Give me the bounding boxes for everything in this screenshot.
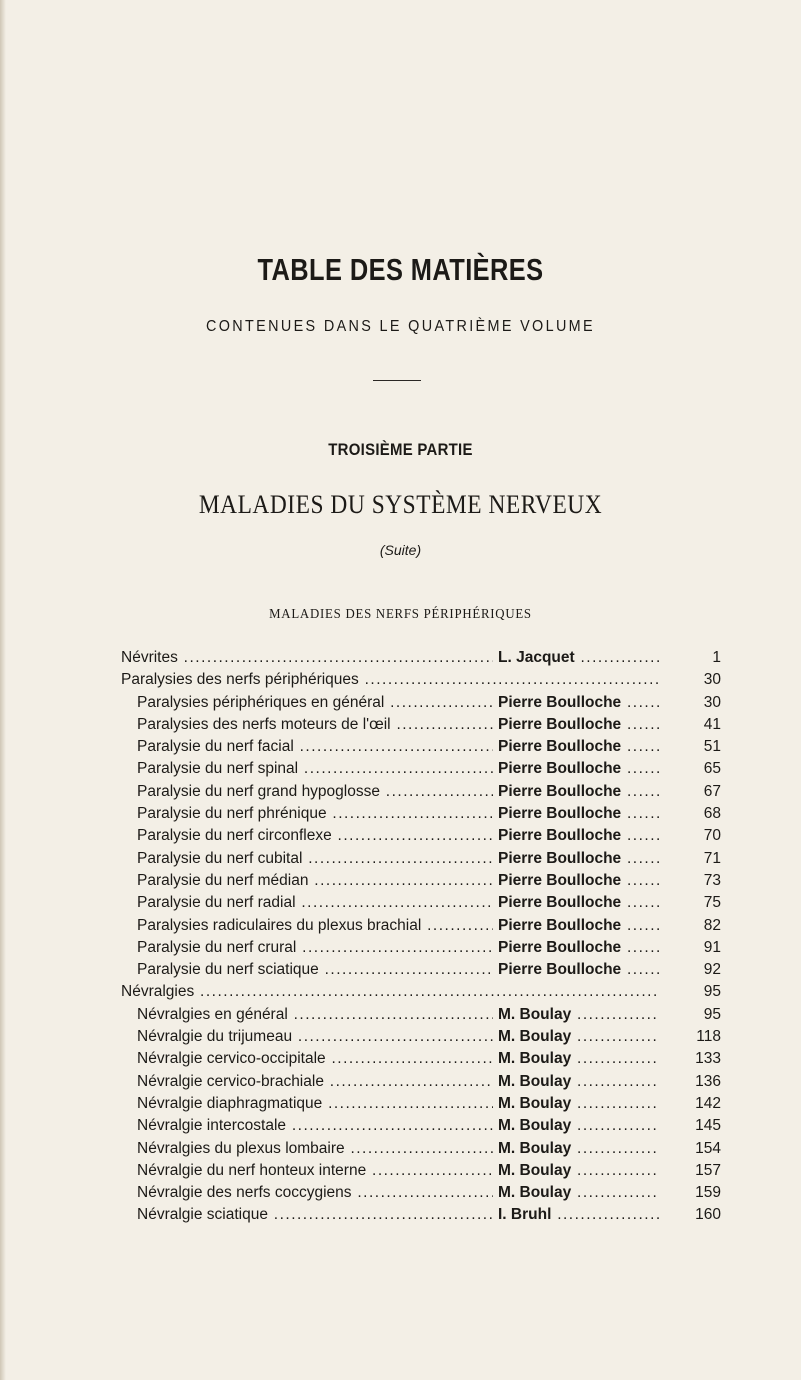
toc-entry bbox=[121, 1071, 721, 1093]
toc-entry bbox=[121, 1093, 721, 1115]
toc-entry-author: Pierre Boulloche ..... bbox=[498, 803, 661, 825]
toc-entry bbox=[121, 1048, 721, 1070]
toc-entry-title: Paralysie du nerf crural ..... bbox=[137, 937, 493, 959]
page-subtitle: CONTENUES DANS LE QUATRIÈME VOLUME bbox=[206, 318, 595, 335]
toc-entry-author: Pierre Boulloche ..... bbox=[498, 937, 661, 959]
toc-entry-author: Pierre Boulloche ..... bbox=[498, 915, 661, 937]
toc-entry-page: 159 bbox=[659, 1182, 721, 1204]
toc-entry bbox=[121, 892, 721, 914]
toc-entry-title: Paralysies des nerfs périphériques ..... bbox=[121, 669, 671, 691]
toc-entry-page: 92 bbox=[659, 959, 721, 981]
toc-entry-page: 30 bbox=[659, 692, 721, 714]
toc-entry-author: M. Boulay ..... bbox=[498, 1026, 661, 1048]
toc-entry-author: M. Boulay ..... bbox=[498, 1115, 661, 1137]
toc-entry-page: 67 bbox=[659, 781, 721, 803]
toc-entry-page: 154 bbox=[659, 1138, 721, 1160]
toc-entry-page: 30 bbox=[659, 669, 721, 691]
toc-entry bbox=[121, 915, 721, 937]
toc-entry-author: Pierre Boulloche ..... bbox=[498, 870, 661, 892]
toc-entry-page: 1 bbox=[659, 647, 721, 669]
toc-entry-author: Pierre Boulloche ..... bbox=[498, 781, 661, 803]
toc-entry-author: M. Boulay ..... bbox=[498, 1138, 661, 1160]
toc-entry-author: M. Boulay ..... bbox=[498, 1093, 661, 1115]
toc-entry-page: 91 bbox=[659, 937, 721, 959]
toc-entry-page: 136 bbox=[659, 1071, 721, 1093]
suite-label: (Suite) bbox=[379, 542, 422, 558]
toc-entry-author: M. Boulay ..... bbox=[498, 1182, 661, 1204]
toc-entry-page: 160 bbox=[659, 1204, 721, 1226]
toc-entry-title: Paralysie du nerf phrénique ..... bbox=[137, 803, 493, 825]
toc-entry bbox=[121, 1115, 721, 1137]
toc-entry-title: Névralgie sciatique ..... bbox=[137, 1204, 493, 1226]
toc-entry-title: Paralysies des nerfs moteurs de l'œil ..... bbox=[137, 714, 493, 736]
toc-entry bbox=[121, 647, 721, 669]
toc-entry-page: 51 bbox=[659, 736, 721, 758]
toc-entry-title: Paralysie du nerf facial ..... bbox=[137, 736, 493, 758]
toc-entry-title: Paralysie du nerf spinal ..... bbox=[137, 758, 493, 780]
toc-entry bbox=[121, 714, 721, 736]
toc-entry-page: 142 bbox=[659, 1093, 721, 1115]
toc-entry-author: Pierre Boulloche ..... bbox=[498, 758, 661, 780]
toc-entry-page: 82 bbox=[659, 915, 721, 937]
toc-entry-author: I. Bruhl ..... bbox=[498, 1204, 661, 1226]
divider-rule bbox=[373, 380, 421, 381]
toc-entry-title: Paralysie du nerf médian ..... bbox=[137, 870, 493, 892]
toc-entry-author: Pierre Boulloche ..... bbox=[498, 892, 661, 914]
toc-entry-page: 95 bbox=[659, 981, 721, 1003]
toc-entry-author: L. Jacquet ..... bbox=[498, 647, 661, 669]
toc-entry bbox=[121, 870, 721, 892]
toc-entry bbox=[121, 1204, 721, 1226]
toc-entry bbox=[121, 692, 721, 714]
toc-entry-author: Pierre Boulloche ..... bbox=[498, 692, 661, 714]
toc-entry-author: Pierre Boulloche ..... bbox=[498, 848, 661, 870]
toc-entry-author: Pierre Boulloche ..... bbox=[498, 959, 661, 981]
toc-entry bbox=[121, 736, 721, 758]
part-heading: TROISIÈME PARTIE bbox=[328, 440, 473, 459]
toc-entry bbox=[121, 848, 721, 870]
toc-entry-author: M. Boulay ..... bbox=[498, 1160, 661, 1182]
toc-entry-page: 95 bbox=[659, 1004, 721, 1026]
toc-entry-title: Névralgies du plexus lombaire ..... bbox=[137, 1138, 493, 1160]
toc-entry-page: 145 bbox=[659, 1115, 721, 1137]
toc-entry bbox=[121, 803, 721, 825]
toc-entry-title: Névralgie cervico-brachiale ..... bbox=[137, 1071, 493, 1093]
toc-entry-author: M. Boulay ..... bbox=[498, 1048, 661, 1070]
toc-entry-page: 68 bbox=[659, 803, 721, 825]
toc-entry-page: 133 bbox=[659, 1048, 721, 1070]
toc-entry-title: Névrites ..... bbox=[121, 647, 493, 669]
toc-entry-page: 118 bbox=[659, 1026, 721, 1048]
toc-entry-title: Névralgies ..... bbox=[121, 981, 671, 1003]
toc-entry bbox=[121, 781, 721, 803]
sub-section-heading: MALADIES DES NERFS PÉRIPHÉRIQUES bbox=[269, 606, 532, 621]
toc-entry bbox=[121, 1026, 721, 1048]
toc-entry bbox=[121, 1160, 721, 1182]
page-title: TABLE DES MATIÈRES bbox=[257, 252, 544, 287]
toc-entry-title: Paralysie du nerf grand hypoglosse ..... bbox=[137, 781, 493, 803]
toc-entry bbox=[121, 825, 721, 847]
toc-entry-page: 70 bbox=[659, 825, 721, 847]
toc-entry-title: Paralysie du nerf sciatique ..... bbox=[137, 959, 493, 981]
toc-entry-page: 73 bbox=[659, 870, 721, 892]
toc-entry-title: Névralgie diaphragmatique ..... bbox=[137, 1093, 493, 1115]
toc-entry-title: Névralgie cervico-occipitale ..... bbox=[137, 1048, 493, 1070]
toc-entry bbox=[121, 669, 721, 691]
table-of-contents bbox=[121, 647, 721, 1227]
toc-entry-author: Pierre Boulloche ..... bbox=[498, 736, 661, 758]
toc-entry-title: Névralgies en général ..... bbox=[137, 1004, 493, 1026]
toc-entry bbox=[121, 1004, 721, 1026]
toc-entry-author: Pierre Boulloche ..... bbox=[498, 825, 661, 847]
toc-entry-author: M. Boulay ..... bbox=[498, 1071, 661, 1093]
toc-entry-page: 65 bbox=[659, 758, 721, 780]
toc-entry bbox=[121, 758, 721, 780]
toc-entry-title: Névralgie intercostale ..... bbox=[137, 1115, 493, 1137]
toc-entry-author: M. Boulay ..... bbox=[498, 1004, 661, 1026]
toc-entry-title: Paralysies périphériques en général ..... bbox=[137, 692, 493, 714]
section-heading: MALADIES DU SYSTÈME NERVEUX bbox=[198, 490, 603, 519]
toc-entry-author: Pierre Boulloche ..... bbox=[498, 714, 661, 736]
toc-entry-page: 75 bbox=[659, 892, 721, 914]
toc-entry bbox=[121, 1138, 721, 1160]
toc-entry bbox=[121, 981, 721, 1003]
toc-entry-title: Névralgie des nerfs coccygiens ..... bbox=[137, 1182, 493, 1204]
toc-entry bbox=[121, 937, 721, 959]
page-edge-shadow bbox=[0, 0, 6, 1380]
toc-entry-title: Névralgie du trijumeau ..... bbox=[137, 1026, 493, 1048]
toc-entry-page: 157 bbox=[659, 1160, 721, 1182]
toc-entry-page: 71 bbox=[659, 848, 721, 870]
toc-entry bbox=[121, 959, 721, 981]
toc-entry-title: Paralysie du nerf circonflexe ..... bbox=[137, 825, 493, 847]
toc-entry-title: Paralysie du nerf cubital ..... bbox=[137, 848, 493, 870]
toc-entry bbox=[121, 1182, 721, 1204]
toc-entry-page: 41 bbox=[659, 714, 721, 736]
toc-entry-title: Paralysie du nerf radial ..... bbox=[137, 892, 493, 914]
toc-entry-title: Paralysies radiculaires du plexus brachial ..... bbox=[137, 915, 493, 937]
toc-entry-title: Névralgie du nerf honteux interne ..... bbox=[137, 1160, 493, 1182]
